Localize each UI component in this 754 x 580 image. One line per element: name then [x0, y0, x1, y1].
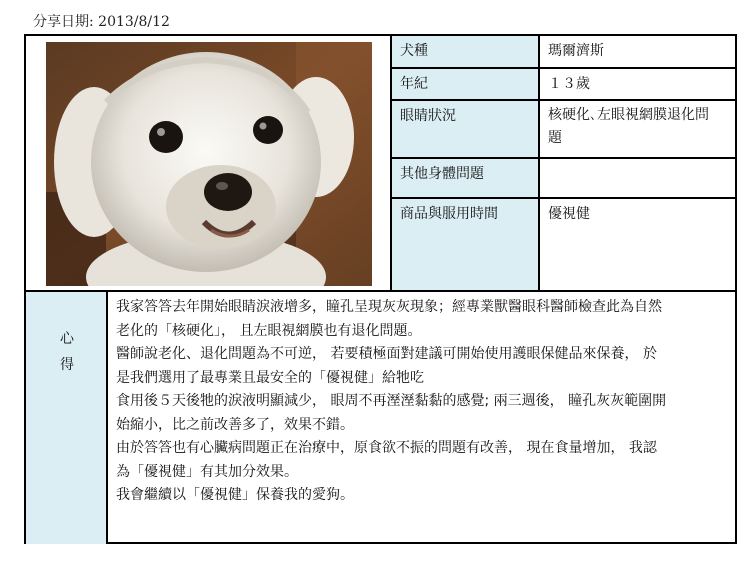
- experience-line: 由於答答也有心臟病問題正在治療中，原食欲不振的問題有改善， 現在食量增加， 我認: [116, 440, 657, 456]
- experience-line: 老化的「核硬化」， 且左眼視網膜也有退化問題。: [116, 322, 422, 339]
- share-date: 分享日期: 2013/8/12: [33, 14, 170, 30]
- experience-line: 始縮小，比之前改善多了，效果不錯。: [116, 416, 354, 433]
- experience-line: 醫師說老化、退化問題為不可逆， 若要積極面對建議可開始使用護眼保健品來保養， 於: [116, 346, 657, 362]
- row-product: [392, 199, 737, 290]
- experience-line: 為「優視健」有其加分效果。: [116, 463, 298, 480]
- other-label: 其他身體問題: [392, 159, 540, 197]
- dog-profile-card: [24, 34, 737, 544]
- dog-photo-image: [46, 42, 372, 286]
- experience-line: 是我們選用了最專業且最安全的「優視健」給牠吃: [116, 369, 424, 386]
- experience-label-char-1: 心: [60, 331, 74, 347]
- experience-line: 我會繼續以「優視健」保養我的愛狗。: [116, 487, 354, 503]
- row-other: [392, 159, 737, 199]
- info-table: [392, 36, 737, 290]
- dog-photo: [46, 42, 372, 286]
- eye-value: 核硬化､左眼視網膜退化問 題: [548, 107, 709, 146]
- other-value: [540, 159, 737, 197]
- eye-label: 眼睛狀況: [392, 101, 540, 157]
- age-label: 年紀: [392, 69, 540, 99]
- breed-value: 瑪爾濟斯: [548, 43, 604, 59]
- row-age: [392, 69, 737, 101]
- experience-line: 食用後５天後牠的淚液明顯減少， 眼周不再溼溼黏黏的感覺; 兩三週後， 瞳孔灰灰範圍開: [116, 393, 667, 409]
- experience-label-char-2: 得: [60, 357, 74, 373]
- product-value: 優視健: [548, 206, 590, 222]
- breed-label: 犬種: [392, 36, 540, 67]
- photo-cell: [26, 36, 392, 290]
- product-label: 商品與服用時間: [392, 199, 540, 290]
- row-breed: [392, 36, 737, 69]
- experience-line: 我家答答去年開始眼睛淚液增多，瞳孔呈現灰灰現象；經專業獸醫眼科醫師檢查此為自然: [116, 299, 662, 315]
- row-eye: [392, 101, 737, 159]
- experience-body: [108, 290, 735, 544]
- experience-label: [26, 290, 108, 544]
- age-value: １３歲: [548, 76, 590, 92]
